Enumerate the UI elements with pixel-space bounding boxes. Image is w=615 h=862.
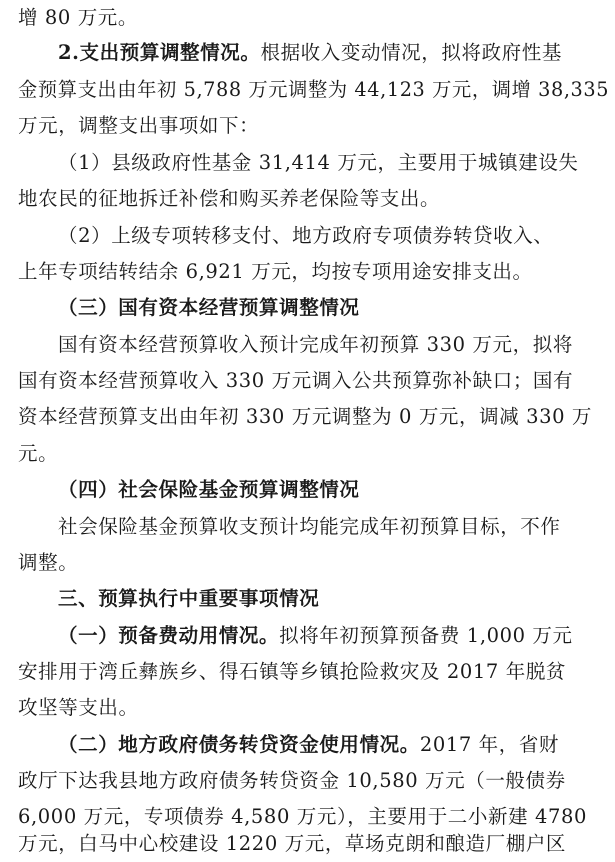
line-bold-text: （一）预备费动用情况。 xyxy=(58,624,280,647)
line-text: 攻坚等支出。 xyxy=(18,696,139,719)
line-text: 万元，白马中心校建设 1220 万元，草场克朗和酿造厂棚户区 xyxy=(18,832,567,855)
line-text: 增 80 万元。 xyxy=(18,6,139,29)
line-bold-text: （四）社会保险基金预算调整情况 xyxy=(58,478,360,501)
text-line-22 xyxy=(18,763,566,799)
line-text: 三、预算执行中重要事项情况 xyxy=(58,587,320,610)
text-line-1 xyxy=(18,0,138,36)
text-line-20 xyxy=(18,690,139,726)
text-line-24 xyxy=(18,826,566,862)
text-line-10 xyxy=(58,327,573,363)
text-line-2 xyxy=(58,35,562,71)
line-text: 资本经营预算支出由年初 330 万元调整为 0 万元，调减 330 万 xyxy=(18,405,593,428)
line-text: （1）县级政府性基金 31,414 万元，主要用于城镇建设失 xyxy=(58,151,579,174)
line-text: 国有资本经营预算收入 330 万元调入公共预算弥补缺口；国有 xyxy=(18,369,574,392)
line-text: （2）上级专项转移支付、地方政府专项债券转贷收入、 xyxy=(58,224,554,247)
line-text: 社会保险基金预算收支预计均能完成年初预算目标，不作 xyxy=(58,515,561,538)
text-line-4 xyxy=(18,108,259,144)
line-text: 金预算支出由年初 5,788 万元调整为 44,123 万元，调增 38,335 xyxy=(18,78,610,101)
line-text: 元。 xyxy=(18,442,59,465)
text-line-8 xyxy=(18,254,533,290)
text-line-6 xyxy=(18,181,440,217)
line-text: 6,000 万元，专项债券 4,580 万元），主要用于二小新建 4780 xyxy=(18,805,588,828)
text-line-16 xyxy=(18,545,78,581)
line-text: 国有资本经营预算收入预计完成年初预算 330 万元，拟将 xyxy=(58,333,573,356)
section-heading-3 xyxy=(58,290,360,326)
line-bold-text: （三）国有资本经营预算调整情况 xyxy=(58,296,360,319)
line-bold-text: 2.支出预算调整情况。 xyxy=(58,41,261,64)
line-text: 2017 年，省财 xyxy=(419,733,560,756)
line-text: 根据收入变动情况，拟将政府性基 xyxy=(260,41,562,64)
line-text: 地农民的征地拆迁补偿和购买养老保险等支出。 xyxy=(18,187,441,210)
line-text: 上年专项结转结余 6,921 万元，均按专项用途安排支出。 xyxy=(18,260,533,283)
text-line-21 xyxy=(58,727,559,763)
text-line-7 xyxy=(58,218,553,254)
text-line-5 xyxy=(58,145,579,181)
text-line-15 xyxy=(58,509,561,545)
line-text: 调整。 xyxy=(18,551,79,574)
text-line-3 xyxy=(18,72,609,108)
line-text: 安排用于湾丘彝族乡、得石镇等乡镇抢险救灾及 2017 年脱贫 xyxy=(18,660,567,683)
chapter-heading-3 xyxy=(58,581,319,617)
text-line-19 xyxy=(18,654,566,690)
line-text: 拟将年初预算预备费 1,000 万元 xyxy=(279,624,573,647)
text-line-18 xyxy=(58,618,573,654)
text-line-12 xyxy=(18,399,592,435)
text-line-11 xyxy=(18,363,573,399)
section-heading-4 xyxy=(58,472,360,508)
text-line-13 xyxy=(18,436,58,472)
line-text: 政厅下达我县地方政府债务转贷资金 10,580 万元（一般债券 xyxy=(18,769,566,792)
line-text: 万元，调整支出事项如下： xyxy=(18,114,260,137)
line-bold-text: （二）地方政府债务转贷资金使用情况。 xyxy=(58,733,420,756)
